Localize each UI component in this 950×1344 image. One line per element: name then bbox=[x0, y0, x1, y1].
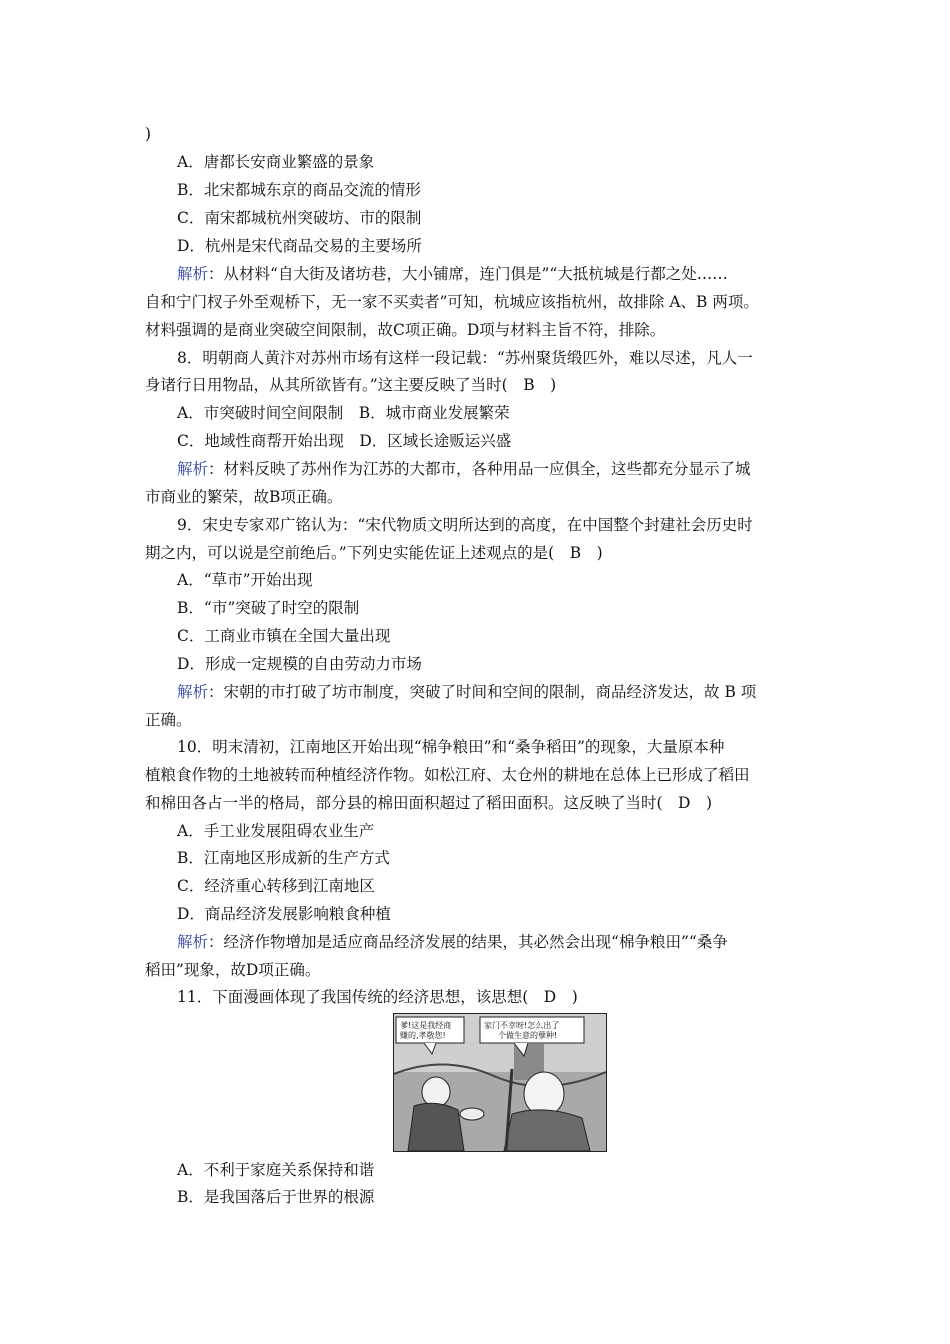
q8-analysis-line-1: 解析：材料反映了苏州作为江苏的大都市，各种用品一应俱全，这些都充分显示了城 bbox=[177, 460, 751, 478]
q8-options-ab: A．市突破时间空间限制 B．城市商业发展繁荣 bbox=[177, 404, 510, 422]
q7-option-b: B．北宋都城东京的商品交流的情形 bbox=[177, 181, 421, 199]
q10-stem-line-2: 植粮食作物的土地被转而种植经济作物。如松江府、太仓州的耕地在总体上已形成了稻田 bbox=[145, 766, 750, 784]
q10-option-b: B．江南地区形成新的生产方式 bbox=[177, 849, 390, 867]
q9-stem-line-2: 期之内，可以说是空前绝后。”下列史实能佐证上述观点的是( B ) bbox=[145, 544, 603, 562]
analysis-label: 解析 bbox=[177, 933, 209, 951]
q11-option-a: A．不利于家庭关系保持和谐 bbox=[177, 1161, 375, 1179]
q9-option-b: B．“市”突破了时空的限制 bbox=[177, 599, 360, 617]
q10-stem-line-1: 10．明末清初，江南地区开始出现“棉争粮田”和“桑争稻田”的现象，大量原本种 bbox=[177, 738, 725, 756]
q9-option-a: A．“草市”开始出现 bbox=[177, 571, 313, 589]
speech-bubble-son: 爹!这是我经商 赚的,孝敬您! bbox=[400, 1021, 452, 1040]
q9-analysis-line-1: 解析：宋朝的市打破了坊市制度，突破了时间和空间的限制，商品经济发达，故 B 项 bbox=[177, 683, 757, 701]
q7-option-d: D．杭州是宋代商品交易的主要场所 bbox=[177, 237, 422, 255]
q9-option-d: D．形成一定规模的自由劳动力市场 bbox=[177, 655, 422, 673]
q7-analysis-line-1: 解析：从材料“自大街及诸坊巷，大小铺席，连门俱是”“大抵杭城是行都之处…… bbox=[177, 265, 728, 283]
q10-option-c: C．经济重心转移到江南地区 bbox=[177, 877, 375, 895]
q10-option-a: A．手工业发展阻碍农业生产 bbox=[177, 822, 375, 840]
q8-options-cd: C．地域性商帮开始出现 D．区域长途贩运兴盛 bbox=[177, 432, 512, 450]
speech-bubble-father: 家门不幸呀!怎么出了 个做生意的孽种! bbox=[484, 1021, 560, 1040]
analysis-label: 解析 bbox=[177, 265, 209, 283]
q10-option-d: D．商品经济发展影响粮食种植 bbox=[177, 905, 391, 923]
q7-analysis-line-2: 自和宁门杈子外至观桥下，无一家不买卖者”可知，杭城应该指杭州，故排除 A、B 两项。 bbox=[145, 293, 759, 311]
closing-paren: ) bbox=[145, 125, 152, 143]
analysis-label: 解析 bbox=[177, 683, 209, 701]
q8-stem-line-1: 8．明朝商人黄汴对苏州市场有这样一段记载：“苏州聚货缎匹外，难以尽述，凡人一 bbox=[177, 349, 753, 367]
q10-analysis-line-1: 解析：经济作物增加是适应商品经济发展的结果，其必然会出现“棉争粮田”“桑争 bbox=[177, 933, 728, 951]
q9-option-c: C．工商业市镇在全国大量出现 bbox=[177, 627, 391, 645]
q8-analysis-line-2: 市商业的繁荣，故B项正确。 bbox=[145, 488, 343, 506]
q7-analysis-line-3: 材料强调的是商业突破空间限制，故C项正确。D项与材料主旨不符，排除。 bbox=[145, 321, 666, 339]
cartoon-image bbox=[393, 1013, 607, 1152]
q8-stem-line-2: 身诸行日用物品，从其所欲皆有。”这主要反映了当时( B ) bbox=[145, 376, 557, 394]
q7-option-c: C．南宋都城杭州突破坊、市的限制 bbox=[177, 209, 422, 227]
q9-stem-line-1: 9．宋史专家邓广铭认为：“宋代物质文明所达到的高度，在中国整个封建社会历史时 bbox=[177, 516, 753, 534]
q10-analysis-line-2: 稻田”现象，故D项正确。 bbox=[145, 961, 321, 979]
q11-stem: 11．下面漫画体现了我国传统的经济思想，该思想( D ) bbox=[177, 988, 578, 1006]
q7-option-a: A．唐都长安商业繁盛的景象 bbox=[177, 153, 375, 171]
q9-analysis-line-2: 正确。 bbox=[145, 711, 192, 729]
q10-stem-line-3: 和棉田各占一半的格局，部分县的棉田面积超过了稻田面积。这反映了当时( D ) bbox=[145, 794, 713, 812]
q11-option-b: B．是我国落后于世界的根源 bbox=[177, 1188, 375, 1206]
analysis-label: 解析 bbox=[177, 460, 209, 478]
